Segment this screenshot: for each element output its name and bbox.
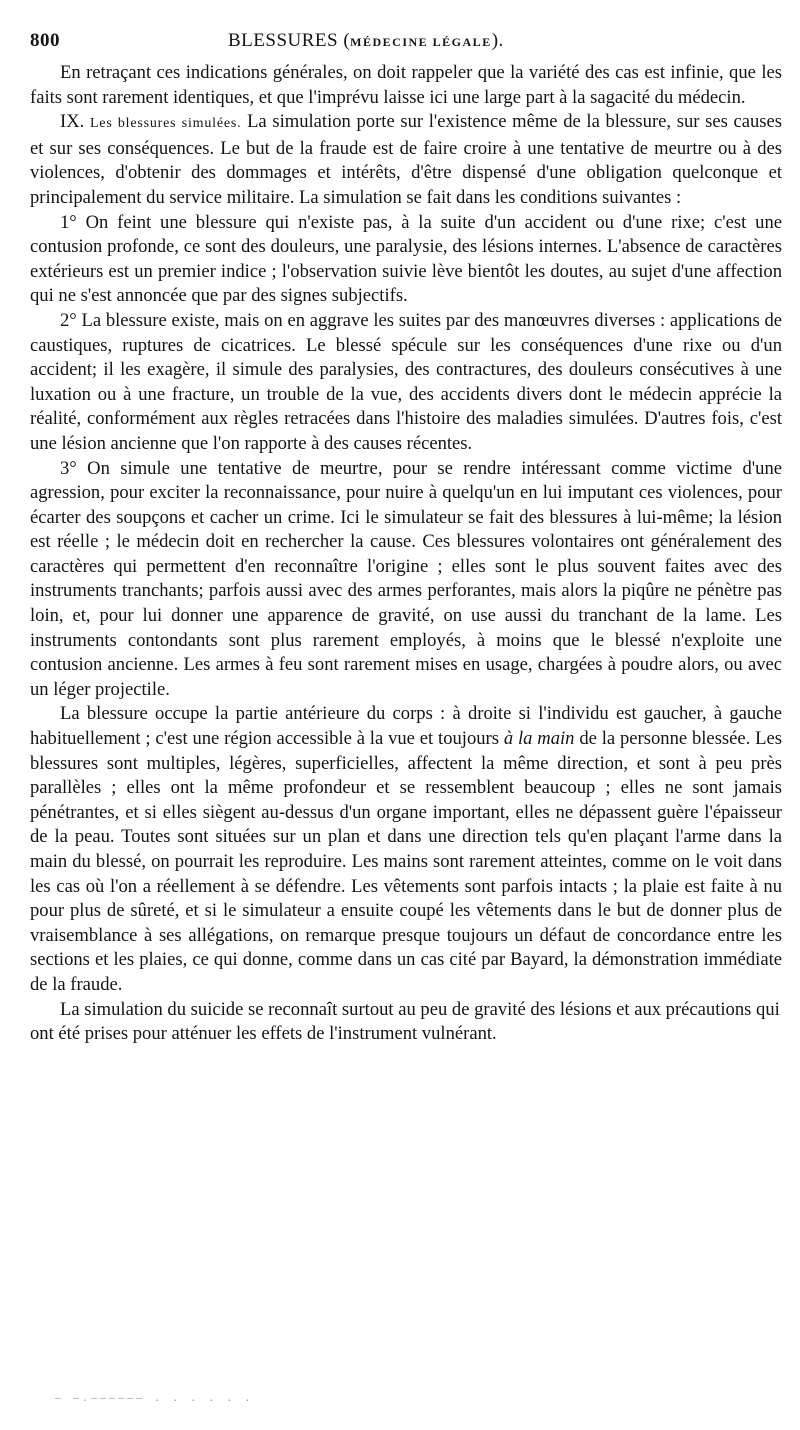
paragraph-section-ix (30, 110, 782, 210)
paragraph-case-3: 3° On simule une tentative de meurtre, pour se rendre intéressant comme victime d'une agression, pour exciter la reconnaissance, pour nuire à quelqu'un en lui imputant ces violences, pour écarter des soupçons et cacher un crime. Ici le simulateur se fait des blessures à lui-même; la lésion est réelle ; le médecin doit en rechercher la cause. Ces blessures volontaires ont généralement des caractères qui permettent d'en reconnaître l'origine ; elles sont le plus souvent faites avec des instruments tranchants; parfois aussi avec des armes perforantes, mais alors la piqûre ne pénètre pas loin, et, pour lui donner une apparence de gravité, on use aussi du tranchant de la lame. Les instruments contondants sont plus rarement employés, à moins que le blessé n'exploite une contusion ancienne. Les armes à feu sont rarement mises en usage, chargées à poudre alors, ou avec un léger projectile. (30, 457, 782, 700)
paragraph-case-1: 1° On feint une blessure qui n'existe pas, à la suite d'un accident ou d'une rixe; c'est une contusion profonde, ce sont des douleurs, une paralysie, des lésions internes. L'absence de caractères extérieurs est un premier indice ; l'observation suivie lève bientôt les doutes, au sujet d'une affection qui ne s'est annoncée que par des signes subjectifs. (30, 211, 782, 307)
running-title-main: BLESSURES ( (228, 30, 351, 51)
running-title (228, 30, 504, 52)
paragraph-suicide: La simulation du suicide se reconnaît surtout au peu de gravité des lésions et aux précautions qui ont été prises pour atténuer les effets de l'instrument vulnérant. (30, 998, 780, 1045)
location-lead: La blessure occupe la partie antérieure du corps : à droite si l'individu est gaucher, à gauche habituellement ; c'est une région accessible à la vue et toujours (30, 703, 782, 750)
paragraph-location (30, 702, 782, 997)
page-number: 800 (30, 30, 60, 51)
section-heading: Les blessures simulées. (89, 116, 242, 132)
location-rest: de la personne blessée. Les blessures sont multiples, légères, superficielles, affectent la même direction, et sont à peu près parallèles ; elles ont la même profondeur et se ressemblent beaucoup ; elles ne sont jamais pénétrantes, et si elles siègent au-dessus d'un organe important, elles ne dépassent guère l'épaisseur de la peau. Toutes sont situées sur un plan et dans une direction tels qu'en plaçant l'arme dans la main du blessé, on pourrait les reproduire. Les mains sont rarement atteintes, comme on le voit dans les cas où l'on a réellement à se défendre. Les vêtements sont parfois intacts ; la plaie est faite à nu pour plus de sûreté, et si le simulateur a ensuite coupé les vêtements dans le but de donner plus de vraisemblance à ses allégations, on remarque presque toujours un défaut de concordance entre les sections et les plaies, ce qui donne, comme dans un cas cité par Bayard, la démonstration immédiate de la fraude. (30, 728, 783, 995)
location-italic: à la main (503, 728, 575, 750)
paragraph-intro: En retraçant ces indications générales, on doit rappeler que la variété des cas est infinie, que les faits sont rarement identiques, et que l'imprévu laisse ici une large part à la sagacité du médecin. (30, 62, 782, 108)
section-ix-text: La simulation porte sur l'existence même de la blessure, sur ses causes et sur ses conséquences. Le but de la fraude est de faire croire à une tentative de meurtre ou à des violences, d'obtenir des dommages et intérêts, d'être dispensé d'une obligation quelconque et principalement du service militaire. La simulation se fait dans les conditions suivantes : (30, 111, 783, 208)
section-number: IX. (60, 111, 85, 133)
footer-rule: — —.—————— . . . . . . (55, 1393, 254, 1404)
running-title-end: ). (491, 30, 504, 51)
body-text (30, 61, 782, 1047)
running-header (30, 30, 782, 58)
book-page (30, 30, 782, 1047)
running-title-subtitle: MÉDECINE LÉGALE (350, 35, 492, 49)
paragraph-case-2: 2° La blessure existe, mais on en aggrave les suites par des manœuvres diverses : applications de caustiques, ruptures de cicatrices. Le blessé spécule sur les conséquences d'une rixe ou d'un accident; il les exagère, il simule des paralysies, des contractures, des douleurs consécutives à une luxation ou à une fracture, un trouble de la vue, des accidents divers dont le médecin apprécie la réalité, conformément aux règles retracées dans l'histoire des maladies simulées. D'autres fois, c'est une lésion ancienne que l'on rapporte à des causes récentes. (30, 309, 782, 454)
